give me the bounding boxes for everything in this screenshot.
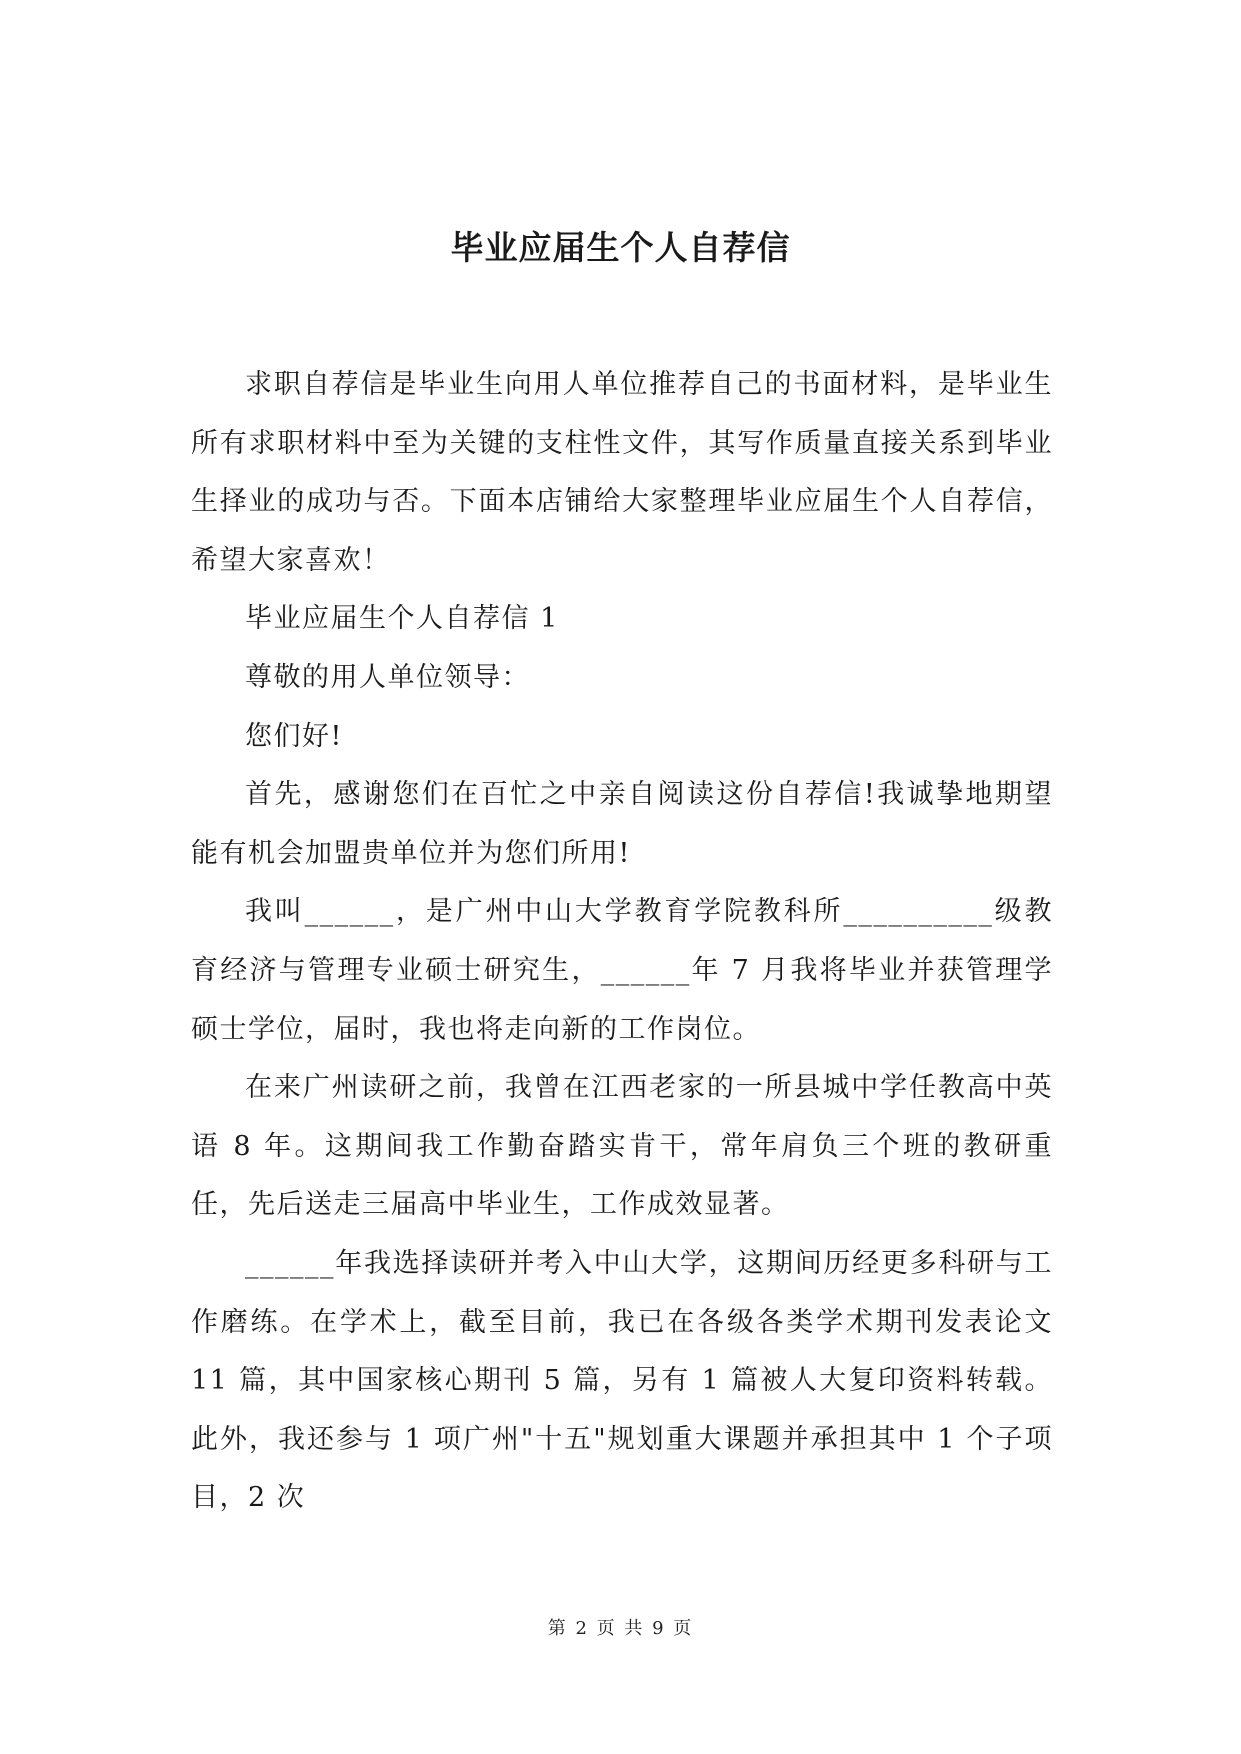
paragraph-letter-heading: 毕业应届生个人自荐信 1 [245, 603, 559, 635]
paragraph-thanks: 首先，感谢您们在百忙之中亲自阅读这份自荐信!我诚挚地期望能有机会加盟贵单位并为您们所用! [191, 779, 1053, 869]
paragraph-research-experience: ______年我选择读研并考入中山大学，这期间历经更多科研与工作磨练。在学术上，截至目前，我已在各级各类学术期刊发表论文 11 篇，其中国家核心期刊 5 篇，另有 1 篇被人大复印资料转载。此外，我还参与 1 项广州"十五"规划重大课题并承担其中 1 个子项目，2 次 [191, 1247, 1053, 1514]
paragraph-salutation: 尊敬的用人单位领导： [245, 661, 530, 693]
document-body [191, 356, 1053, 1528]
paragraph-teaching-experience: 在来广州读研之前，我曾在江西老家的一所县城中学任教高中英语 8 年。这期间我工作勤奋踏实肯干，常年肩负三个班的教研重任，先后送走三届高中毕业生，工作成效显著。 [191, 1072, 1053, 1221]
page-footer: 第 2 页 共 9 页 [547, 1618, 694, 1639]
document-title: 毕业应届生个人自荐信 [450, 228, 791, 267]
paragraph-intro: 求职自荐信是毕业生向用人单位推荐自己的书面材料，是毕业生所有求职材料中至为关键的支柱性文件，其写作质量直接关系到毕业生择业的成功与否。下面本店铺给大家整理毕业应届生个人自荐信，希望大家喜欢！ [191, 369, 1053, 576]
paragraph-greeting: 您们好! [245, 720, 343, 752]
paragraph-introduction: 我叫______，是广州中山大学教育学院教科所__________级教育经济与管理专业硕士研究生，______年 7 月我将毕业并获管理学硕士学位，届时，我也将走向新的工作岗位。 [191, 896, 1053, 1045]
